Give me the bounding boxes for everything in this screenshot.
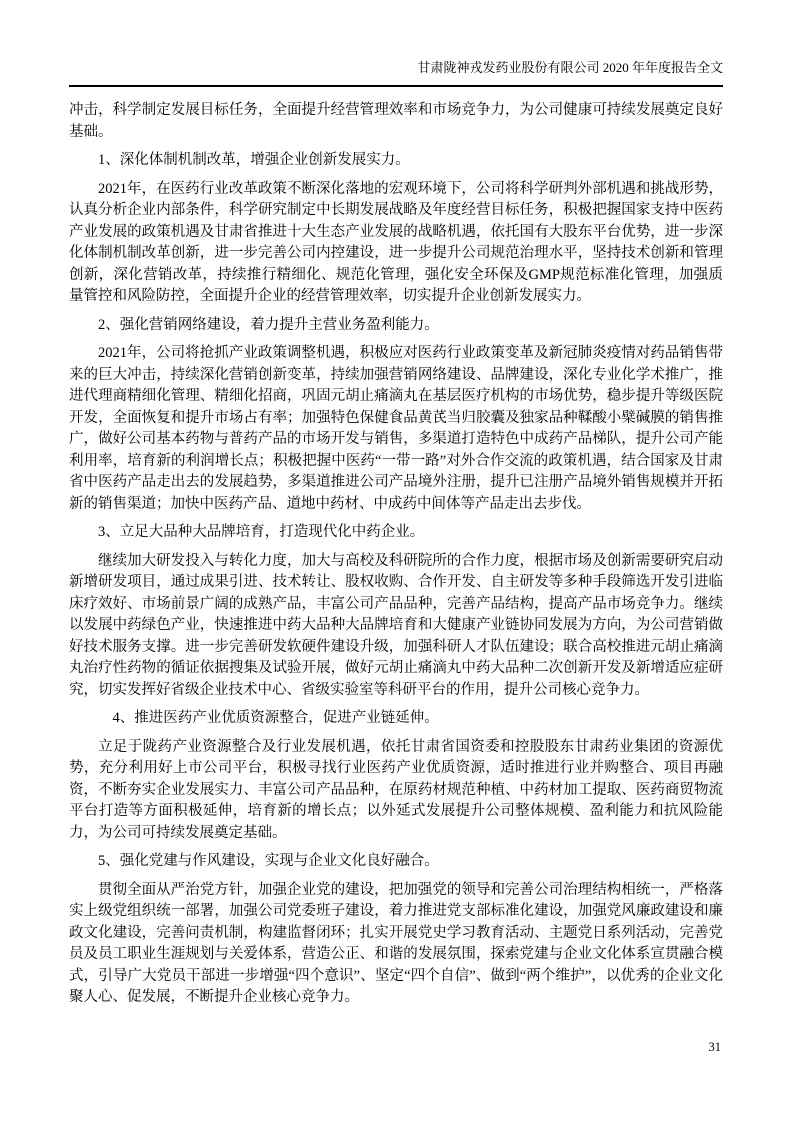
page-footer xyxy=(709,1040,722,1055)
page-number: 31 xyxy=(708,1040,721,1054)
section-heading-5: 5、强化党建与作风建设，实现与企业文化良好融合。 xyxy=(98,853,439,869)
paragraph: 立足于陇药产业资源整合及行业发展机遇，依托甘肃省国资委和控股股东甘肃药业集团的资源优势，充分利用好上市公司平台，积极寻找行业医药产业优质资源，适时推进行业并购整合、项目再融资，不断夯实企业发展实力、丰富公司产品品种，在原药材规范种植、中药材加工提取、医药商贸物流平台打造等方面积极延伸，培育新的增长点；以外延式发展提升公司整体规模、盈利能力和抗风险能力，为公司可持续发展奠定基础。 xyxy=(69,738,723,841)
section-heading-4: 4、推进医药产业优质资源整合，促进产业链延伸。 xyxy=(98,710,439,726)
paragraph: 2021年，公司将抢抓产业政策调整机遇，积极应对医药行业政策变革及新冠肺炎疫情对药品销售带来的巨大冲击，持续深化营销创新变革，持续加强营销网络建设、品牌建设，深化专业化学术推广，推进代理商精细化管理、精细化招商，巩固元胡止痛滴丸在基层医疗机构的市场优势，稳步提升等级医院开发，全面恢复和提升市场占有率；加强特色保健食品黄芪当归胶囊及独家品种鞣酸小檗碱膜的销售推广，做好公司基本药物与普药产品的市场开发与销售，多渠道打造特色中成药产品梯队，提升公司产能利用率，培育新的利润增长点；积极把握中医药“一带一路”对外合作交流的政策机遇，结合国家及甘肃省中医药产品走出去的发展趋势，多渠道推进公司产品境外注册，提升已注册产品境外销售规模并开拓新的销售渠道；加快中医药产品、道地中药材、中成药中间体等产品走出去步伐。 xyxy=(69,345,723,512)
section-heading-1: 1、深化体制机制改革，增强企业创新发展实力。 xyxy=(98,152,410,168)
paragraph: 继续加大研发投入与转化力度，加大与高校及科研院所的合作力度，根据市场及创新需要研究启动新增研发项目，通过成果引进、技术转让、股权收购、合作开发、自主研发等多种手段筛选开发引进临床疗效好、市场前景广阔的成熟产品，丰富公司产品品种，完善产品结构，提高产品市场竞争力。继续以发展中药绿色产业，快速推进中药大品种大品牌培育和大健康产业链协同发展为方向，为公司营销做好技术服务支撑。进一步完善研发软硬件建设升级，加强科研人才队伍建设；联合高校推进元胡止痛滴丸治疗性药物的循证依据搜集及试验开展，做好元胡止痛滴丸中药大品种二次创新开发及新增适应症研究，切实发挥好省级企业技术中心、省级实验室等科研平台的作用，提升公司核心竞争力。 xyxy=(69,552,723,698)
paragraph-continuation: 冲击，科学制定发展目标任务，全面提升经营管理效率和市场竞争力，为公司健康可持续发展奠定良好基础。 xyxy=(69,102,723,140)
paragraph: 贯彻全面从严治党方针，加强企业党的建设，把加强党的领导和完善公司治理结构相统一，严格落实上级党组织统一部署，加强公司党委班子建设，着力推进党支部标准化建设，加强党风廉政建设和廉政文化建设，完善问责机制，构建监督闭环；扎实开展党史学习教育活动、主题党日系列活动，完善党员及员工职业生涯规划与关爱体系，营造公正、和谐的发展氛围，探索党建与企业文化体系宣贯融合模式，引导广大党员干部进一步增强“四个意识”、坚定“四个自信”、做到“两个维护”，以优秀的企业文化聚人心、促发展，不断提升企业核心竞争力。 xyxy=(69,881,723,1005)
section-heading-2: 2、强化营销网络建设，着力提升主营业务盈利能力。 xyxy=(98,316,439,333)
report-title: 甘肃陇神戎发药业股份有限公司 2020 年年度报告全文 xyxy=(417,60,723,75)
page-header xyxy=(69,60,723,87)
section-heading-3: 3、立足大品种大品牌培育，打造现代化中药企业。 xyxy=(98,524,425,540)
report-body xyxy=(69,100,723,1016)
paragraph: 2021年，在医药行业改革政策不断深化落地的宏观环境下，公司将科学研判外部机遇和挑战形势，认真分析企业内部条件，科学研究制定中长期发展战略及年度经营目标任务，积极把握国家支持中医药产业发展的政策机遇及甘肃省推进十大生态产业发展的战略机遇，依托国有大股东平台优势，进一步深化体制机制改革创新，进一步完善公司内控建设，进一步提升公司规范治理水平，坚持技术创新和管理创新，深化营销改革，持续推行精细化、规范化管理，强化安全环保及GMP规范标准化管理，加强质量管控和风险防控，全面提升企业的经营管理效率，切实提升企业创新发展实力。 xyxy=(69,180,723,304)
